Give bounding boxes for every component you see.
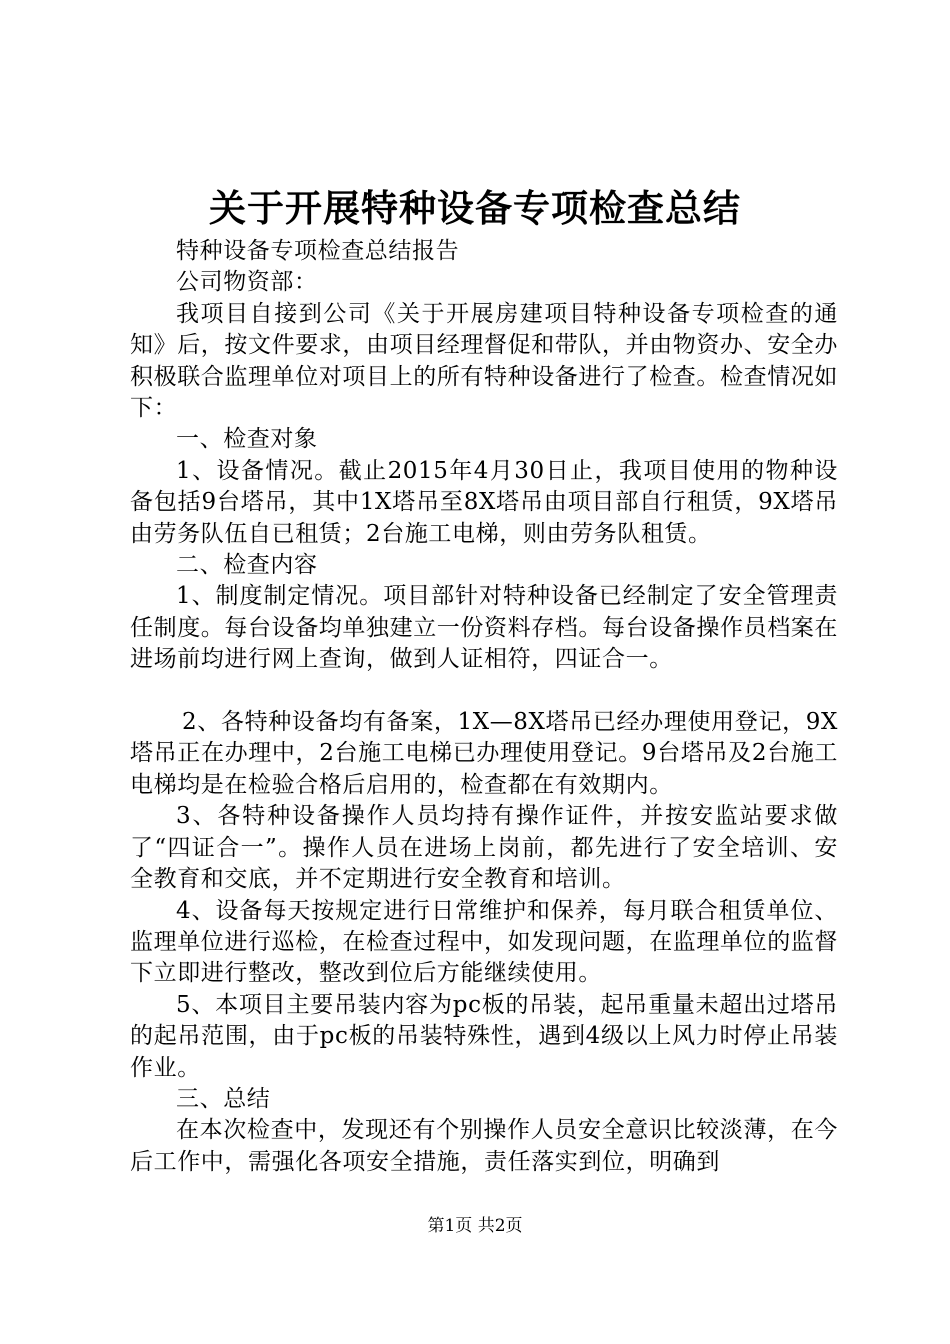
intro-paragraph: 我项目自接到公司《关于开展房建项目特种设备专项检查的通知》后，按文件要求，由项目经理督促和带队，并由物资办、安全办积极联合监理单位对项目上的所有特种设备进行了检查。检查情况如下： [130,300,838,422]
document-title: 关于开展特种设备专项检查总结 [209,186,741,230]
paragraph-maintenance: 4、设备每天按规定进行日常维护和保养，每月联合租赁单位、监理单位进行巡检，在检查过程中，如发现问题，在监理单位的监督下立即进行整改，整改到位后方能继续使用。 [130,897,838,987]
paragraph-lifting-scope: 5、本项目主要吊装内容为pc板的吊装，起吊重量未超出过塔吊的起吊范围，由于pc板的吊装特殊性，遇到4级以上风力时停止吊装作业。 [130,991,838,1081]
paragraph-registration: 2、各特种设备均有备案，1X—8X塔吊已经办理使用登记，9X塔吊正在办理中，2台施工电梯已办理使用登记。9台塔吊及2台施工电梯均是在检验合格后启用的，检查都在有效期内。 [130,709,838,798]
section-heading-inspection-object: 一、检查对象 [176,426,318,453]
section-heading-inspection-content: 二、检查内容 [176,552,318,579]
paragraph-summary: 在本次检查中，发现还有个别操作人员安全意识比较淡薄，在今后工作中，需强化各项安全措施，责任落实到位，明确到 [130,1117,838,1175]
paragraph-system-formulation: 1、制度制定情况。项目部针对特种设备已经制定了安全管理责任制度。每台设备均单独建立一份资料存档。每台设备操作员档案在进场前均进行网上查询，做到人证相符，四证合一。 [130,583,838,673]
section-heading-summary: 三、总结 [176,1085,271,1112]
paragraph-equipment-status: 1、设备情况。截止2015年4月30日止，我项目使用的物种设备包括9台塔吊，其中1X塔吊至8X塔吊由项目部自行租赁，9X塔吊由劳务队伍自已租赁；2台施工电梯，则由劳务队租赁。 [130,457,838,547]
page-number: 第1页 共2页 [427,1216,523,1236]
report-subtitle: 特种设备专项检查总结报告 [176,238,460,264]
salutation: 公司物资部： [176,269,318,296]
document-body [130,236,838,1178]
paragraph-operator-certificates: 3、各特种设备操作人员均持有操作证件，并按安监站要求做了“四证合一”。操作人员在进场上岗前，都先进行了安全培训、安全教育和交底，并不定期进行安全教育和培训。 [130,803,838,893]
